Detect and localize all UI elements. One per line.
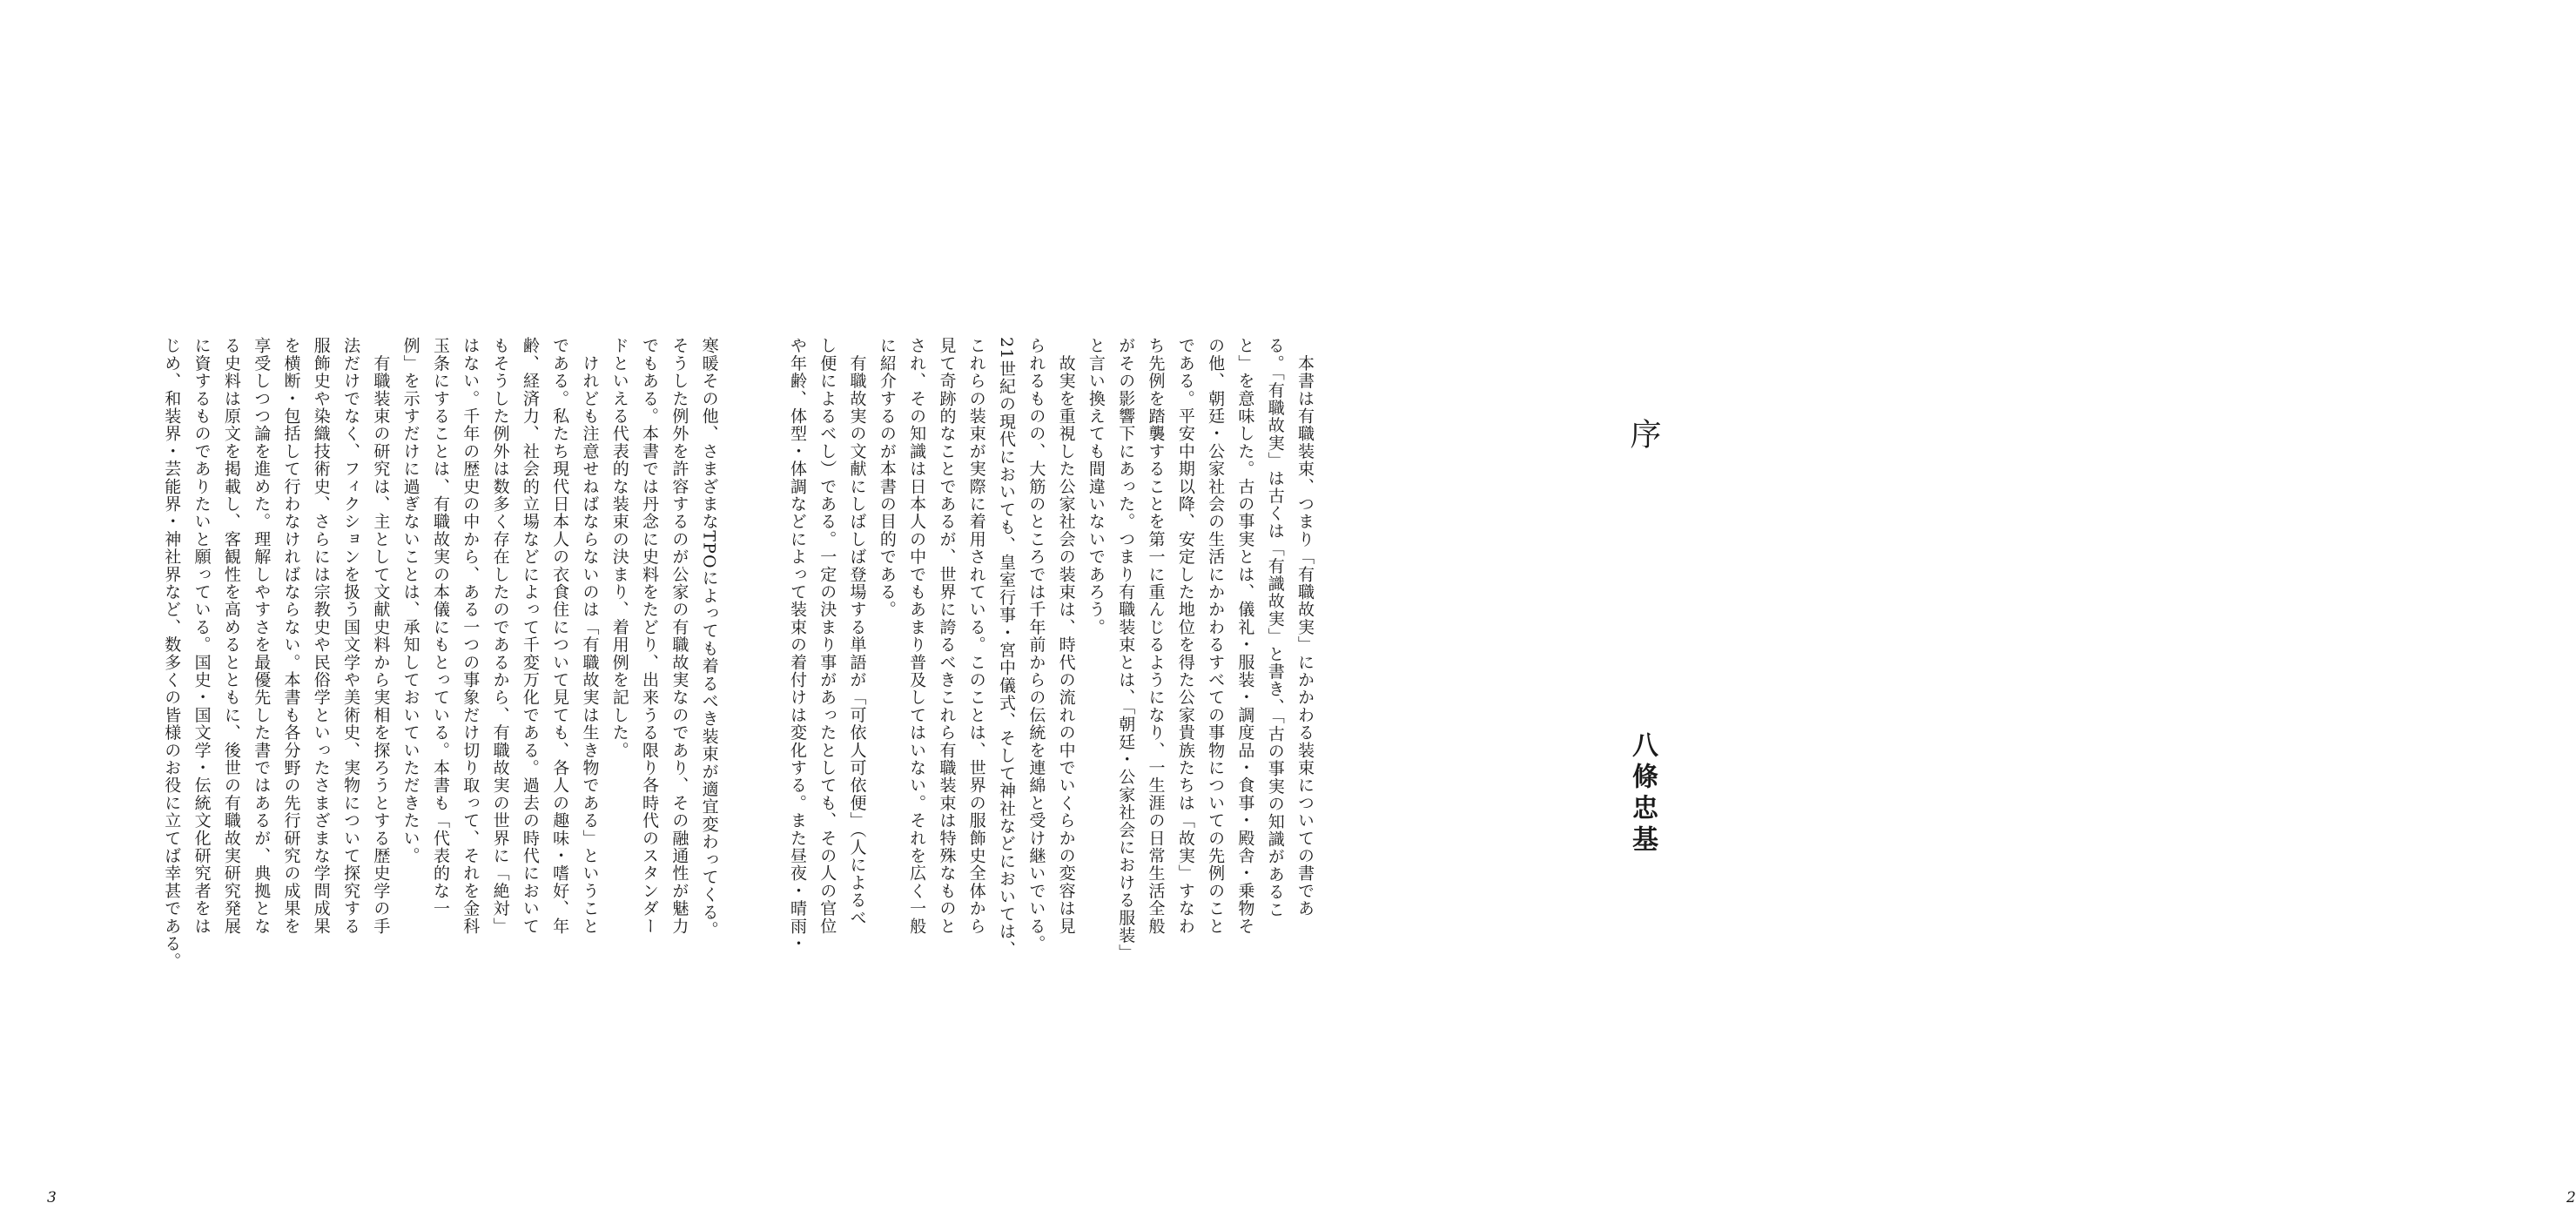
- text-line: でもある。本書では丹念に史料をたどり、出来うる限り各時代のスタンダー: [640, 337, 660, 935]
- text-line: 享受しつつ論を進めた。理解しやすさを最優先した書ではあるが、典拠とな: [252, 337, 272, 935]
- text-line: 玉条にすることは、有職故実の本儀にもとっている。本書も「代表的な一: [430, 337, 450, 917]
- text-line: る。「有職故実」は古くは「有識故実」と書き、「古の事実の知識があるこ: [1265, 337, 1285, 918]
- text-line: され、その知識は日本人の中でもあまり普及してはいない。それを広く一般: [907, 337, 927, 935]
- page-title: 序: [1625, 418, 1661, 449]
- text-line: そうした例外を許容するのが公家の有職故実なのであり、その融通性が魅力: [669, 337, 689, 935]
- text-line: 故実を重視した公家社会の装束は、時代の流れの中でいくらかの変容は見: [1056, 337, 1076, 935]
- text-line: られるものの、大筋のところでは千年前からの伝統を連綿と受け継いでいる。: [1026, 337, 1046, 952]
- text-line: に紹介するのが本書の目的である。: [877, 337, 897, 619]
- text-line: 21世紀の現代においても、皇室行事・宮中儀式、そして神社などにおいては、: [997, 337, 1017, 958]
- text-line: これらの装束が実際に着用されている。このことは、世界の服飾史全体から: [966, 337, 986, 935]
- text-line: がその影響下にあった。つまり有職装束とは、「朝廷・公家社会における服装」: [1116, 337, 1136, 962]
- text-line: である。私たち現代日本人の衣食住について見ても、各人の趣味・嗜好、年: [550, 337, 570, 935]
- author-name: 八條忠基: [1627, 731, 1658, 857]
- text-line: 本書は有職装束、つまり「有職故実」にかかわる装束についての書であ: [1295, 337, 1315, 917]
- text-line: 有職装束の研究は、主として文献史料から実相を探ろうとする歴史学の手: [371, 337, 391, 935]
- text-line: 齢、経済力、社会的立場などによって千変万化である。過去の時代において: [520, 337, 540, 935]
- text-line: はない。千年の歴史の中から、ある一つの事象だけ切り取って、それを金科: [461, 337, 481, 935]
- text-line: けれども注意せねばならないのは「有職故実は生き物である」ということ: [580, 337, 600, 935]
- text-line: し便によるべし）である。一定の決まり事があったとしても、その人の官位: [817, 337, 837, 935]
- page-number-left: 3: [47, 1189, 57, 1206]
- text-line: に資するものでありたいと願っている。国史・国文学・伝統文化研究者をは: [192, 337, 212, 935]
- text-line: じめ、和装界・芸能界・神社界など、数多くの皆様のお役に立てば幸甚である。: [162, 337, 182, 971]
- right-page-body: [783, 337, 1320, 962]
- text-line: の他、朝廷・公家社会の生活にかかわるすべての事物についての先例のこと: [1206, 337, 1226, 935]
- left-page-body: [157, 337, 724, 971]
- text-line: ち先例を踏襲することを第一に重んじるようになり、一生涯の日常生活全般: [1146, 337, 1166, 935]
- left-page: [0, 0, 871, 1230]
- text-line: 寒暖その他、さまざまなTPOによっても着るべき装束が適宜変わってくる。: [699, 337, 719, 939]
- text-line: と言い換えても間違いないであろう。: [1086, 337, 1106, 636]
- text-line: る史料は原文を掲載し、客観性を高めるとともに、後世の有職故実研究発展: [221, 337, 241, 935]
- text-line: 服飾史や染織技術史、さらには宗教史や民俗学といったさまざまな学問成果: [311, 337, 331, 935]
- text-line: もそうした例外は数多く存在したのであるから、有職故実の世界に「絶対」: [490, 337, 510, 935]
- text-line: 法だけでなく、フィクションを扱う国文学や美術史、実物について探究する: [341, 337, 361, 935]
- text-line: を横断・包括して行わなければならない。本書も各分野の先行研究の成果を: [281, 337, 301, 935]
- text-line: 有職故実の文献にしばしば登場する単語が「可依人可依便」（人によるべ: [847, 337, 867, 927]
- text-line: ドといえる代表的な装束の決まり、着用例を記した。: [609, 337, 629, 759]
- text-line: である。平安中期以降、安定した地位を得た公家貴族たちは「故実」すなわ: [1175, 337, 1195, 935]
- right-page: [787, 0, 2576, 1230]
- text-line: や年齢、体型・体調などによって装束の着付けは変化する。また昼夜・晴雨・: [787, 337, 807, 952]
- text-line: 例」を示すだけに過ぎないことは、承知しておいていただきたい。: [400, 337, 420, 864]
- text-line: 見て奇跡的なことであるが、世界に誇るべきこれら有職装束は特殊なものと: [937, 337, 957, 935]
- page-number-right: 2: [2566, 1189, 2576, 1206]
- text-line: と」を意味した。古の事実とは、儀礼・服装・調度品・食事・殿舎・乗物そ: [1235, 337, 1255, 935]
